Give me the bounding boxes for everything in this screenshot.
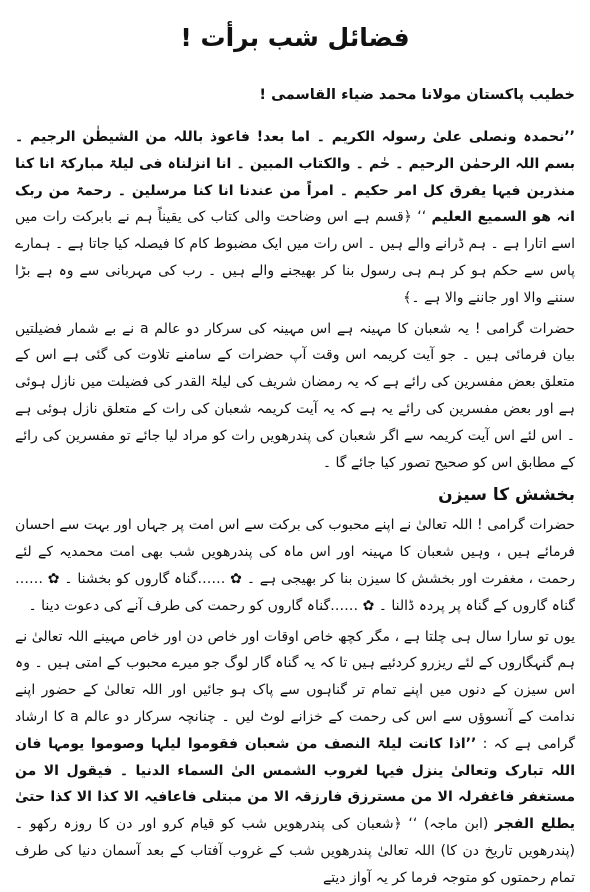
hadith-paragraph bbox=[15, 624, 575, 892]
shaban-paragraph: حضرات گرامی ! یہ شعبان کا مہینہ ہے اس مہینہ کی سرکار دو عالم a نے بے شمار فضیلتیں بیان فرمائی ہیں ۔ جو آیت کریمہ اس وقت آپ حضرات کے سامنے تلاوت کی گئی ہے اس کے متعلق بعض مفسرین کی رائے ہے کہ یہ رمضان شریف کی لیلۃ القدر کی فضیلت میں نازل ہوئی ہے اور بعض مفسرین کی رائے یہ ہے کہ یہ آیت کریمہ شعبان کی رات کے متعلق نازل ہوئی ہے ۔ اس لئے اس آیت کریمہ سے اگر شعبان کی پندرھویں رات کو مراد لیا جائے تو مفسرین کی رائے کے مطابق اس کو صحیح تصور کیا جائے گا ۔ bbox=[15, 320, 576, 471]
urdu-translation: ‘‘ ﴿قسم ہے اس وضاحت والی کتاب کی یقیناً ہم نے بابرکت رات میں اسے اتارا ہے ۔ ہم ڈرانے والے ہیں ۔ اس رات میں ایک مضبوط کام کا فیصلہ کیا جاتا ہے ۔ ہمارے پاس سے حکم ہو کر ہم ہی رسول بنا کر بھیجنے والے ہیں ۔ رب کی مہربانی سے وہ ہے بڑا سننے والا اور جاننے والا ہے ۔﴾ bbox=[15, 209, 575, 306]
opening-paragraph bbox=[15, 124, 575, 312]
hadith-translation: ﴿شعبان کی پندرھویں شب کو قیام کرو اور دن کا روزہ رکھو ۔ (پندرھویں تاریخ دن کا) اللہ تعالیٰ پندرھویں شب کے غروب آفتاب کے بعد آسمان دنیا کی طرف تمام رحمتوں کو متوجہ فرما کر یہ آواز دیتے bbox=[15, 816, 575, 886]
hadith-intro: یوں تو سارا سال ہی چلتا ہے ، مگر کچھ خاص اوقات اور خاص دن اور خاص مہینے اللہ تعالیٰ نے ہم گنہگاروں کے لئے ریزرو کردئیے ہیں تا کہ یہ گناہ گار لوگ جو میرے محبوب کے امتی ہیں ۔ وہ اس سیزن کے دنوں میں اپنے تمام تر گناہوں سے پاک ہو جائیں اور اللہ تعالیٰ کے حضور اپنے ندامت کے آنسوؤں سے اس کی رحمت کے خزانے لوٹ لیں ۔ چنانچہ سرکار دو عالم a کا ارشاد گرامی ہے کہ : bbox=[15, 628, 575, 752]
document-page bbox=[15, 0, 576, 886]
section-heading: بخشش کا سیزن bbox=[438, 485, 575, 506]
season-paragraph: حضرات گرامی ! اللہ تعالیٰ نے اپنے محبوب کی برکت سے اس امت پر جہاں اور بہت سے احسان فرمائے ہیں ، وہیں شعبان کا مہینہ اور اس ماہ کی پندرھویں شب بھی امت محمدیہ کے لئے رحمت ، مغفرت اور بخشش کا سیزن بنا کر بھیجی ہے ۔ ✿ ……گناہ گاروں کو بخشنا ۔ ✿ ……گناہ گاروں کے گناہ پر پردہ ڈالنا ۔ ✿ ……گناہ گاروں کو رحمت کی طرف آنے کی دعوت دینا ۔ bbox=[15, 517, 575, 614]
hadith-text: ’’اذا کانت لیلۃ النصف من شعبان فقوموا لیلہا وصوموا یومہا فان اللہ تبارک وتعالیٰ ینزل فیہا لغروب الشمس الیٰ السماء الدنیا ۔ فیقول الا من مستغفر فاغفرلہ الا من مسترزق فارزقہ الا من مبتلی فاعافیہ الا کذا الا کذا حتیٰ یطلع الفجر bbox=[15, 735, 576, 833]
author-byline: خطیب پاکستان مولانا محمد ضیاء القاسمی ! bbox=[259, 87, 575, 103]
hadith-reference: (ابن ماجہ) ‘‘ bbox=[408, 816, 489, 833]
page-title: فضائل شب برأت ! bbox=[180, 23, 410, 52]
arabic-verses: ’’نحمدہ ونصلی علیٰ رسولہ الکریم ۔ اما بعد! فاعوذ باللہ من الشیطٰن الرجیم ۔ بسم اللہ الرحمٰن الرحیم ۔ حٰم ۔ والکتاب المبین ۔ انا انزلناہ فی لیلۃ مبارکۃ انا کنا منذرین فیہا یفرق کل امر حکیم ۔ امراً من عندنا انا کنا مرسلین ۔ رحمۃ من ربک انہ ھو السمیع العلیم bbox=[15, 129, 575, 226]
